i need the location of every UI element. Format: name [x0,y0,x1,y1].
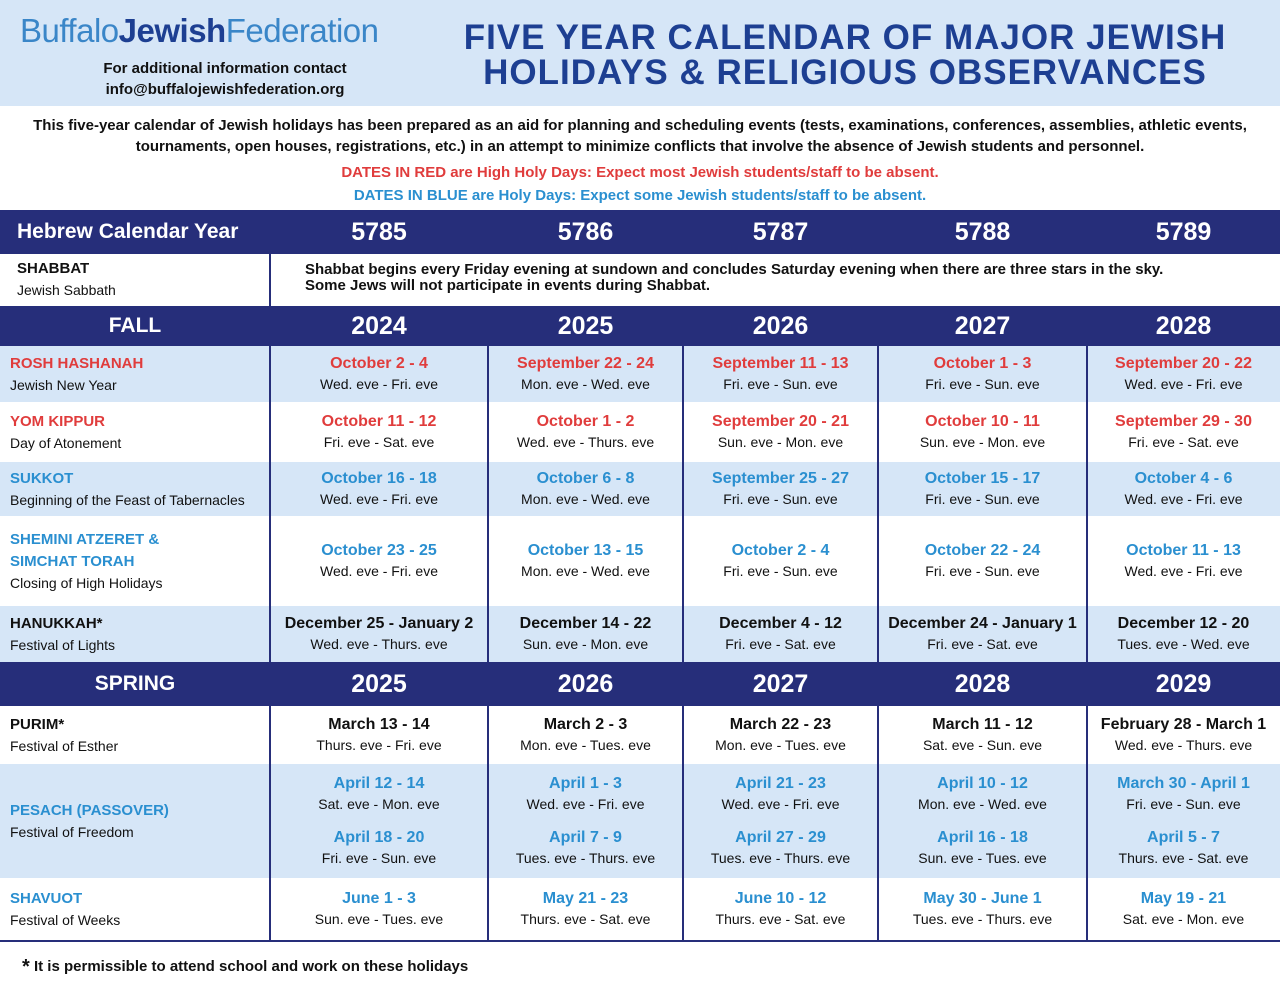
date-cell [683,606,878,662]
date-range: March 30 - April 1 [1117,775,1250,792]
holiday-row [0,606,1280,662]
shabbat-row [0,254,1280,306]
date-range: December 4 - 12 [719,615,842,632]
contact-info [20,58,430,100]
hebrew-year-bar-label: Hebrew Calendar Year [17,220,239,243]
date-cell [878,706,1087,764]
fall-bar-year: 2027 [954,311,1011,340]
spring-bar-year: 2026 [557,669,614,698]
day-range: Wed. eve - Fri. eve [319,376,438,392]
holiday-name: SUKKOT [10,469,74,487]
hebrew-year-bar-year: 5788 [954,217,1011,246]
date-range: October 22 - 24 [924,542,1041,559]
day-range: Wed. eve - Fri. eve [319,491,438,507]
holiday-row [0,878,1280,940]
day-range: Sun. eve - Mon. eve [717,434,844,450]
day-range-2: Tues. eve - Thurs. eve [515,850,656,866]
date-range: April 21 - 23 [735,775,826,792]
date-range: March 2 - 3 [543,716,628,733]
shabbat-note-line-2: Some Jews will not participate in events during Shabbat. [305,277,711,294]
date-cell [878,516,1087,606]
fall-bar [0,306,1280,346]
day-range: Sun. eve - Tues. eve [314,911,444,927]
date-cell [878,402,1087,462]
date-cell [270,346,488,402]
day-range: Fri. eve - Sun. eve [925,491,1040,507]
holiday-name: PURIM* [10,715,65,733]
date-cell [1087,706,1280,764]
hebrew-year-bar-year: 5789 [1155,217,1212,246]
day-range: Thurs. eve - Sat. eve [715,911,846,927]
column-divider [269,346,271,662]
date-cell [270,706,488,764]
hebrew-year-bar-year: 5785 [351,217,407,246]
holiday-description: Day of Atonement [10,434,122,451]
day-range: Wed. eve - Thurs. eve [516,434,655,450]
holiday-row [0,346,1280,402]
day-range: Mon. eve - Wed. eve [521,563,650,579]
date-cell [270,606,488,662]
hebrew-year-bar-year: 5786 [557,217,614,246]
date-range: September 20 - 21 [712,413,849,430]
day-range: Tues. eve - Wed. eve [1117,636,1250,652]
date-cell [683,706,878,764]
day-range: Tues. eve - Thurs. eve [912,911,1053,927]
fall-bar-year: 2026 [752,311,809,340]
date-range: September 29 - 30 [1115,413,1252,430]
logo-text-jewish: Jewish [118,12,226,49]
logo-text-federation: Federation [225,12,379,49]
date-cell [878,346,1087,402]
holiday-name: PESACH (PASSOVER) [10,801,169,819]
date-cell [488,706,683,764]
day-range-2: Thurs. eve - Sat. eve [1118,850,1249,866]
date-cell [488,462,683,516]
date-cell [683,346,878,402]
date-cell [878,462,1087,516]
holiday-name: YOM KIPPUR [10,412,106,430]
red-legend-note: DATES IN RED are High Holy Days: Expect most Jewish students/staff to be absent. [341,164,939,181]
day-range: Fri. eve - Sun. eve [723,376,838,392]
date-range: December 14 - 22 [519,615,652,632]
holiday-description: Festival of Weeks [10,911,121,928]
date-cell [488,764,683,878]
date-range-2: April 27 - 29 [735,829,826,846]
date-range-2: April 5 - 7 [1147,829,1220,846]
column-divider [682,706,684,942]
date-cell [683,462,878,516]
logo-text-buffalo: Buffalo [20,12,119,49]
date-range: October 11 - 13 [1126,542,1241,559]
shabbat-description: Jewish Sabbath [17,282,116,298]
holiday-row [0,516,1280,606]
date-cell [270,764,488,878]
date-range: October 1 - 3 [933,355,1032,372]
day-range-2: Sun. eve - Tues. eve [918,850,1047,866]
contact-email: info@buffalojewishfederation.org [105,81,345,98]
day-range-2: Fri. eve - Sun. eve [321,850,437,866]
holiday-name-block [10,606,115,662]
day-range: Wed. eve - Thurs. eve [1114,737,1253,753]
day-range: Wed. eve - Fri. eve [721,796,840,812]
holiday-row [0,706,1280,764]
day-range: Wed. eve - Fri. eve [526,796,645,812]
holiday-name-block [10,764,169,878]
shabbat-note [305,262,1163,294]
day-range: Fri. eve - Sat. eve [1128,434,1239,450]
title-line-1: FIVE YEAR CALENDAR OF MAJOR JEWISH [463,18,1227,57]
date-range: May 21 - 23 [542,890,629,907]
date-range: October 2 - 4 [731,542,830,559]
date-range-2: April 7 - 9 [549,829,622,846]
fall-bar-year: 2025 [557,311,614,340]
day-range: Mon. eve - Tues. eve [715,737,846,753]
shabbat-divider [269,254,271,306]
intro-paragraph: This five-year calendar of Jewish holidays has been prepared as an aid for planning and scheduling events (tests, examinations, conferences, assemblies, athletic events, tournaments, open houses, registrations, etc.) in an attempt to minimize conflicts that involve the absence of Jewish students and personnel. [33,117,1247,155]
holiday-description: Beginning of the Feast of Tabernacles [10,491,245,508]
date-range: September 11 - 13 [712,355,849,372]
hebrew-year-bar [0,210,1280,254]
spring-bar-year: 2027 [752,669,809,698]
date-cell [878,606,1087,662]
date-cell [488,516,683,606]
holiday-description: Festival of Freedom [10,823,134,840]
date-range: March 11 - 12 [932,716,1033,733]
date-range: September 22 - 24 [517,355,654,372]
date-range: December 24 - January 1 [888,615,1077,632]
page-title [440,20,1250,90]
date-range: March 22 - 23 [729,716,832,733]
date-range-2: April 16 - 18 [937,829,1028,846]
fall-bar-year: 2028 [1155,311,1212,340]
column-divider [877,346,879,662]
date-cell [1087,606,1280,662]
date-cell [270,402,488,462]
date-cell [1087,346,1280,402]
date-range: December 12 - 20 [1117,615,1250,632]
date-range: October 23 - 25 [321,542,437,559]
day-range: Wed. eve - Thurs. eve [310,636,448,652]
date-range: October 2 - 4 [330,355,428,372]
column-divider [487,346,489,662]
date-range: September 20 - 22 [1115,355,1252,372]
date-cell [488,346,683,402]
spring-bar-label: SPRING [94,672,176,695]
day-range: Thurs. eve - Fri. eve [316,737,442,753]
column-divider [1086,706,1088,942]
day-range: Sun. eve - Mon. eve [919,434,1046,450]
column-divider [877,706,879,942]
date-cell [488,402,683,462]
fall-bar-year: 2024 [351,311,407,340]
day-range: Sat. eve - Sun. eve [922,737,1043,753]
date-cell [683,516,878,606]
day-range: Mon. eve - Wed. eve [521,491,650,507]
date-range: October 16 - 18 [321,470,437,487]
column-divider [1086,346,1088,662]
date-range: September 25 - 27 [712,470,849,487]
day-range: Mon. eve - Wed. eve [521,376,650,392]
column-divider [487,706,489,942]
column-divider [682,346,684,662]
holiday-name-block [10,402,121,462]
date-cell [1087,402,1280,462]
date-range-2: April 18 - 20 [333,829,425,846]
date-range: October 13 - 15 [527,542,644,559]
hebrew-year-bar-year: 5787 [752,217,809,246]
holiday-name: SHAVUOT [10,889,83,907]
date-range: October 6 - 8 [536,470,635,487]
date-cell [270,516,488,606]
day-range: Sun. eve - Mon. eve [522,636,649,652]
spring-bar-year: 2029 [1155,669,1212,698]
date-cell [488,878,683,940]
holiday-description: Closing of High Holidays [10,574,163,591]
date-cell [683,402,878,462]
day-range: Fri. eve - Sun. eve [1126,796,1241,812]
holiday-name-block [10,878,120,940]
holiday-description: Festival of Lights [10,636,116,653]
holiday-description: Festival of Esther [10,737,119,754]
date-cell [488,606,683,662]
holiday-name: ROSH HASHANAH [10,354,144,372]
day-range: Sat. eve - Mon. eve [1122,911,1245,927]
blue-legend-note: DATES IN BLUE are Holy Days: Expect some Jewish students/staff to be absent. [353,187,927,204]
date-range: June 10 - 12 [734,890,827,907]
date-range: March 13 - 14 [328,716,430,733]
column-divider [269,706,271,942]
date-cell [878,764,1087,878]
date-range: June 1 - 3 [342,890,416,907]
shabbat-note-line-1: Shabbat begins every Friday evening at sundown and concludes Saturday evening when there are three stars in the sky. [305,261,1164,278]
date-cell [1087,878,1280,940]
shabbat-name-block [17,258,116,301]
date-cell [683,878,878,940]
holiday-name-block [10,462,245,516]
date-range: October 1 - 2 [536,413,635,430]
footnote-text: It is permissible to attend school and work on these holidays [33,958,469,975]
table-bottom-rule [0,940,1280,942]
day-range: Fri. eve - Sun. eve [925,563,1040,579]
date-range: May 19 - 21 [1140,890,1227,907]
holiday-row [0,402,1280,462]
shabbat-name: SHABBAT [17,260,90,277]
holiday-name-line-2: SIMCHAT TORAH [10,552,135,570]
day-range: Fri. eve - Sat. eve [323,434,435,450]
holiday-name-block [10,346,143,402]
holiday-name-block [10,706,118,764]
date-range: October 15 - 17 [924,470,1041,487]
spring-bar [0,662,1280,706]
day-range: Fri. eve - Sat. eve [927,636,1038,652]
date-cell [1087,764,1280,878]
day-range: Sat. eve - Mon. eve [318,796,440,812]
date-cell [683,764,878,878]
date-range: October 4 - 6 [1134,470,1233,487]
day-range-2: Tues. eve - Thurs. eve [710,850,851,866]
page-header [0,0,1280,106]
date-range: October 11 - 12 [321,413,437,430]
date-range: December 25 - January 2 [284,615,474,632]
day-range: Fri. eve - Sun. eve [925,376,1040,392]
holiday-row [0,462,1280,516]
day-range: Wed. eve - Fri. eve [319,563,438,579]
day-range: Fri. eve - Sun. eve [723,491,838,507]
day-range: Wed. eve - Fri. eve [1124,491,1243,507]
holiday-name-block [10,516,163,606]
day-range: Wed. eve - Fri. eve [1124,376,1243,392]
day-range: Thurs. eve - Sat. eve [520,911,651,927]
spring-bar-year: 2028 [954,669,1011,698]
date-cell [270,878,488,940]
date-cell [878,878,1087,940]
footnote-asterisk: * [22,956,30,978]
date-cell [1087,516,1280,606]
footnote [22,956,468,979]
contact-line: For additional information contact [103,60,347,77]
spring-bar-year: 2025 [351,669,407,698]
holiday-name: HANUKKAH* [10,614,103,632]
day-range: Mon. eve - Wed. eve [918,796,1047,812]
holiday-name: SHEMINI ATZERET & [10,530,160,548]
day-range: Mon. eve - Tues. eve [520,737,651,753]
day-range: Fri. eve - Sun. eve [723,563,838,579]
fall-bar-label: FALL [108,314,162,337]
date-range: April 1 - 3 [549,775,622,792]
date-range: April 10 - 12 [937,775,1028,792]
date-range: February 28 - March 1 [1100,716,1267,733]
federation-logo [20,12,378,50]
day-range: Wed. eve - Fri. eve [1124,563,1243,579]
day-range: Fri. eve - Sat. eve [725,636,836,652]
date-range: May 30 - June 1 [923,890,1042,907]
date-cell [270,462,488,516]
date-cell [1087,462,1280,516]
holiday-row [0,764,1280,878]
date-range: October 10 - 11 [925,413,1040,430]
holiday-description: Jewish New Year [10,376,117,393]
title-line-2: HOLIDAYS & RELIGIOUS OBSERVANCES [483,53,1207,92]
date-range: April 12 - 14 [333,775,425,792]
